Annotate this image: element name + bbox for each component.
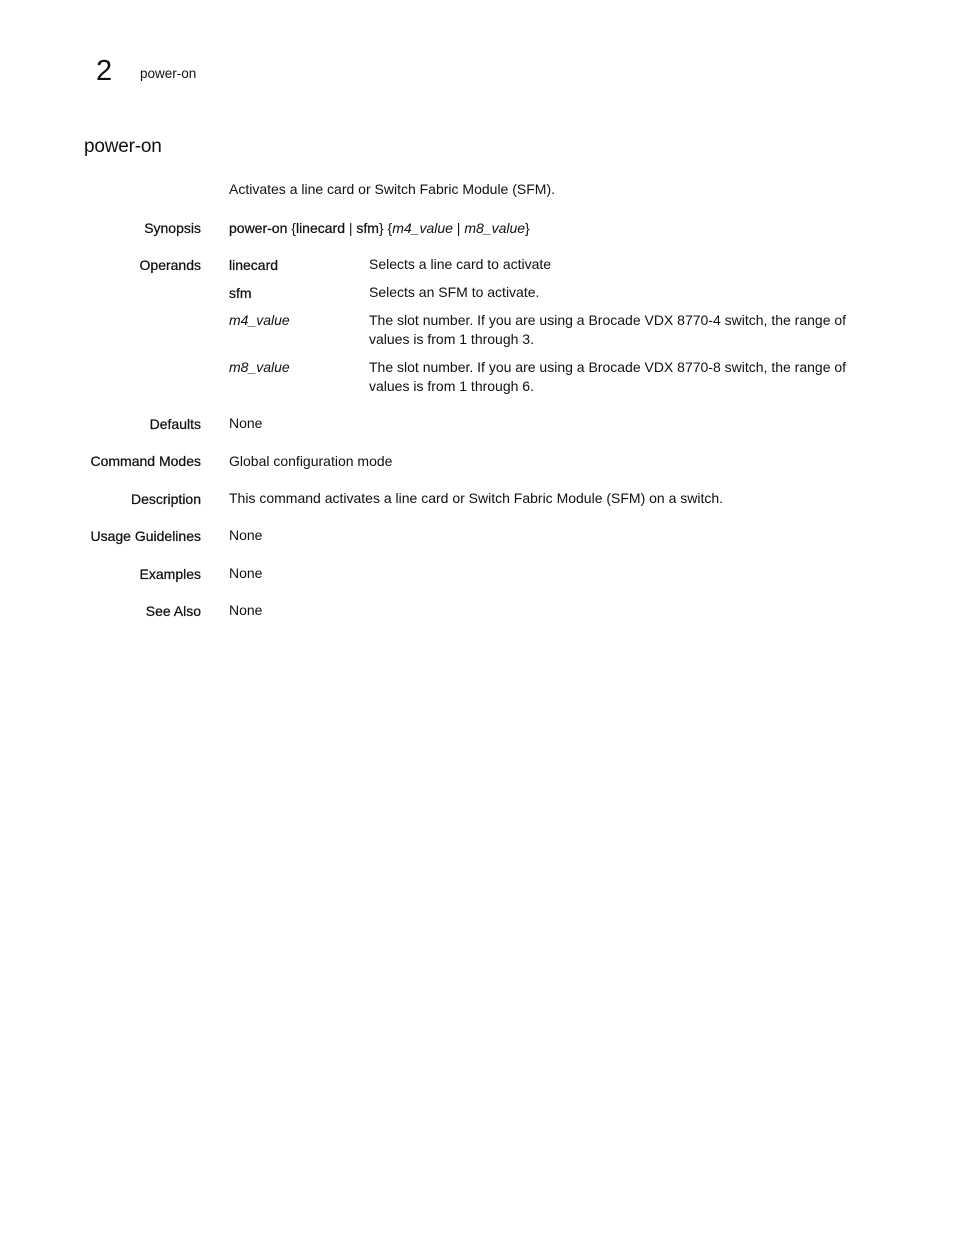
- examples-label: Examples: [139, 566, 201, 582]
- synopsis-option-linecard: linecard: [295, 220, 345, 236]
- chapter-number: 2: [96, 55, 113, 87]
- operand-desc-linecard: Selects a line card to activate: [369, 256, 552, 272]
- synopsis-separator: |: [344, 220, 357, 236]
- synopsis-arg-m4: m4_value: [392, 220, 453, 236]
- examples-value: None: [229, 565, 263, 581]
- operand-desc-m4-value: The slot number. If you are using a Brocade VDX 8770-4 switch, the range of values is from 1 through 3.: [369, 312, 847, 347]
- operand-term-m8-value: m8_value: [229, 359, 290, 375]
- operand-term-m4-value: m4_value: [229, 312, 290, 328]
- see-also-label: See Also: [145, 603, 201, 619]
- synopsis-brace-close: }: [525, 220, 530, 236]
- usage-guidelines-label: Usage Guidelines: [90, 528, 201, 544]
- page-title: power-on: [84, 136, 162, 157]
- defaults-value: None: [229, 415, 263, 431]
- synopsis-arg-m8: m8_value: [464, 220, 526, 236]
- defaults-label: Defaults: [149, 416, 201, 432]
- synopsis-label: Synopsis: [144, 220, 201, 236]
- operands-label: Operands: [139, 257, 201, 273]
- synopsis-brace-mid: } {: [378, 220, 393, 236]
- synopsis-command: power-on: [229, 220, 288, 236]
- command-modes-value: Global configuration mode: [229, 453, 393, 469]
- operand-term-linecard: linecard: [229, 257, 279, 273]
- description-value: This command activates a line card or Switch Fabric Module (SFM) on a switch.: [229, 490, 724, 506]
- synopsis-separator: |: [452, 220, 465, 236]
- usage-guidelines-value: None: [229, 527, 263, 543]
- command-summary: Activates a line card or Switch Fabric Module (SFM).: [229, 181, 555, 197]
- synopsis-option-sfm: sfm: [356, 220, 379, 236]
- see-also-value: None: [229, 602, 263, 618]
- synopsis-brace-open: {: [287, 220, 296, 236]
- operand-desc-m8-value: The slot number. If you are using a Brocade VDX 8770-8 switch, the range of values is from 1 through 6.: [369, 359, 847, 394]
- synopsis-syntax: [229, 219, 879, 237]
- operand-desc-sfm: Selects an SFM to activate.: [369, 284, 540, 300]
- running-header-title: power-on: [140, 66, 197, 81]
- description-label: Description: [130, 491, 201, 507]
- operand-term-sfm: sfm: [229, 285, 252, 301]
- command-modes-label: Command Modes: [90, 453, 201, 469]
